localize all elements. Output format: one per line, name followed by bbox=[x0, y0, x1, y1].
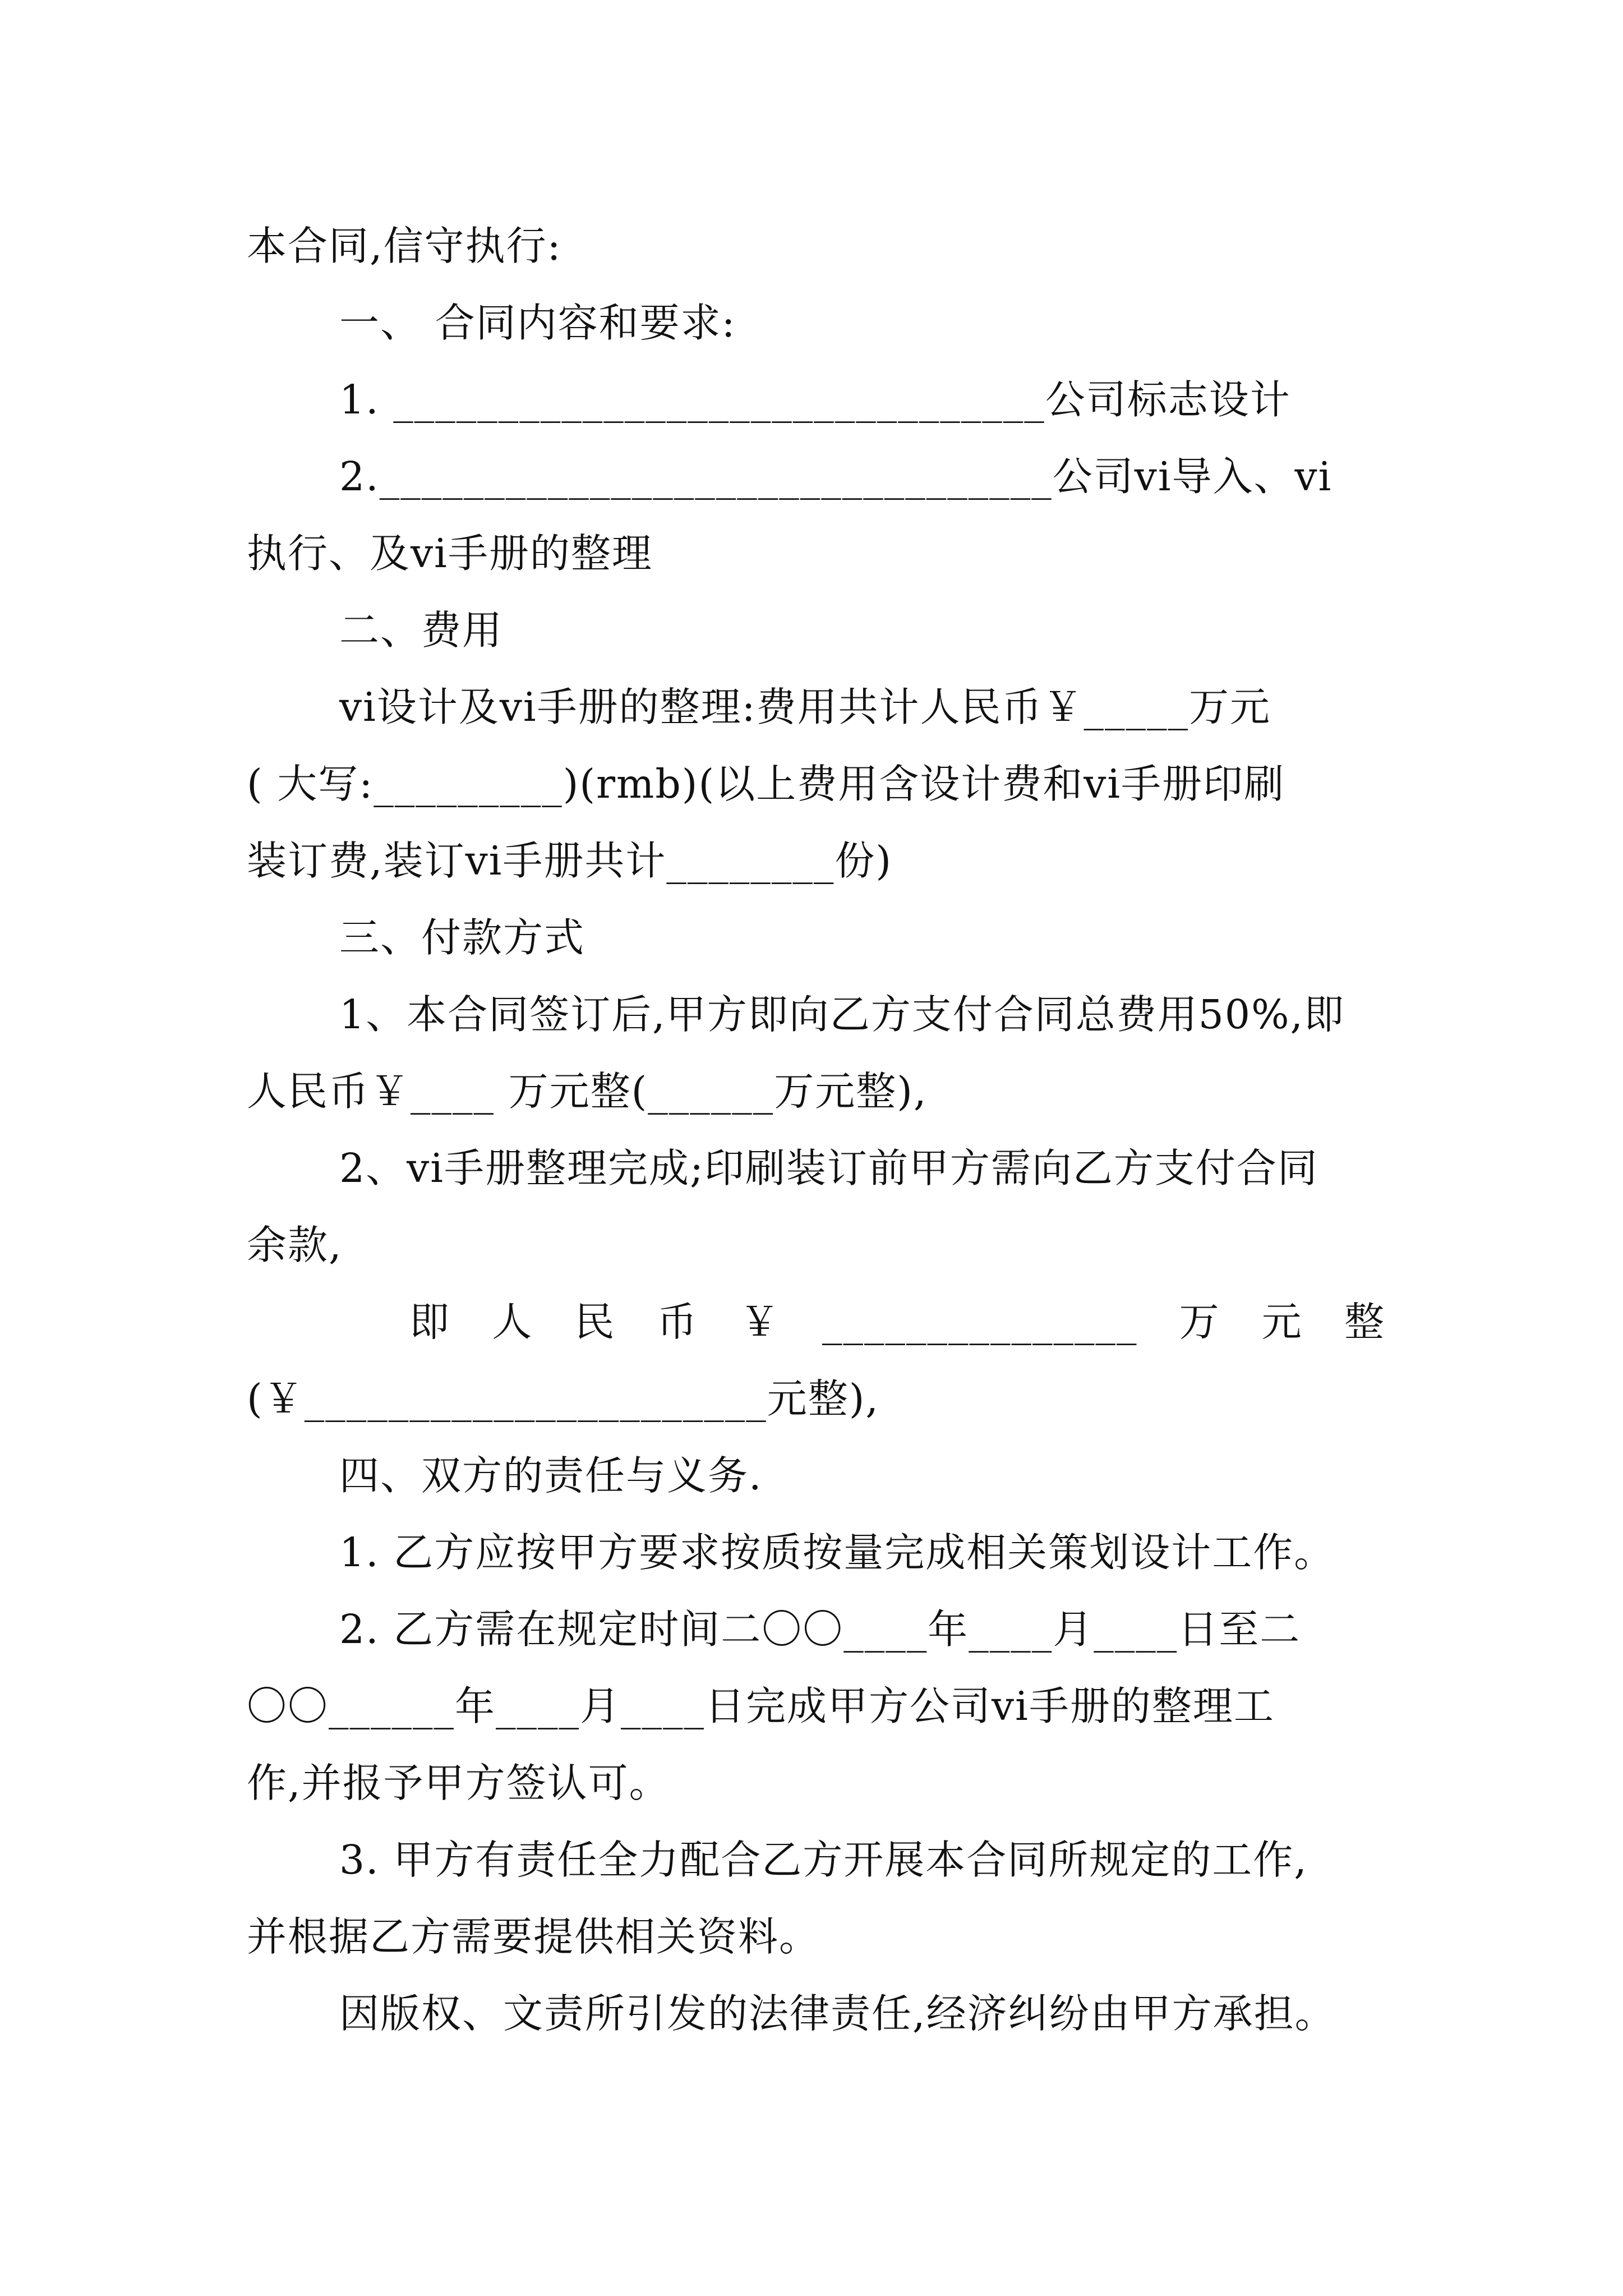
payment-amount-continued: (￥______________________元整), bbox=[247, 1375, 879, 1422]
responsibility-item-2-end: 作,并报予甲方签认可。 bbox=[247, 1760, 670, 1806]
section-heading-payment: 三、付款方式 bbox=[339, 914, 585, 961]
liability-clause: 因版权、文责所引发的法律责任,经济纠纷由甲方承担。 bbox=[339, 1990, 1336, 2037]
payment-item-2-continued: 余款, bbox=[247, 1222, 343, 1268]
fee-line-2: ( 大写:_________)(rmb)(以上费用含设计费和vi手册印刷 bbox=[247, 761, 1285, 807]
spaced-char: ￥ bbox=[739, 1299, 781, 1345]
payment-item-1-continued: 人民币￥____ 万元整(______万元整), bbox=[247, 1068, 928, 1115]
responsibility-item-3-continued: 并根据乙方需要提供相关资料。 bbox=[247, 1913, 820, 1960]
spaced-char: 人 bbox=[492, 1299, 533, 1345]
payment-item-1: 1、本合同签订后,甲方即向乙方支付合同总费用50%,即 bbox=[339, 991, 1345, 1038]
fee-line-1: vi设计及vi手册的整理:费用共计人民币￥_____万元 bbox=[339, 684, 1271, 730]
content-item-2: 2.________________________________公司vi导入、vi bbox=[339, 453, 1332, 500]
fee-line-3: 装订费,装订vi手册共计________份) bbox=[247, 838, 893, 884]
intro-line: 本合同,信守执行: bbox=[247, 223, 562, 269]
responsibility-item-3: 3. 甲方有责任全力配合乙方开展本合同所规定的工作, bbox=[339, 1837, 1308, 1883]
blank-field: _______________ bbox=[822, 1299, 1138, 1345]
responsibility-item-2: 2. 乙方需在规定时间二〇〇____年____月____日至二 bbox=[339, 1606, 1301, 1653]
responsibility-item-1: 1. 乙方应按甲方要求按质按量完成相关策划设计工作。 bbox=[339, 1529, 1335, 1576]
spaced-char: 整 bbox=[1344, 1299, 1385, 1345]
content-item-1: 1. _______________________________公司标志设计 bbox=[339, 376, 1291, 423]
payment-item-2: 2、vi手册整理完成;印刷装订前甲方需向乙方支付合同 bbox=[339, 1145, 1318, 1191]
spaced-char: 币 bbox=[657, 1299, 698, 1345]
content-item-2-continued: 执行、及vi手册的整理 bbox=[247, 530, 653, 577]
section-heading-fees: 二、费用 bbox=[339, 607, 504, 654]
spaced-char: 民 bbox=[574, 1299, 616, 1345]
section-heading-content: 一、 合同内容和要求: bbox=[339, 300, 736, 346]
responsibility-item-2-continued: 〇〇______年____月____日完成甲方公司vi手册的整理工 bbox=[247, 1683, 1275, 1729]
spaced-char: 万 bbox=[1179, 1299, 1220, 1345]
payment-amount-line bbox=[247, 1283, 1385, 1360]
contract-text bbox=[247, 208, 1385, 2052]
spaced-char: 即 bbox=[409, 1299, 451, 1345]
section-heading-responsibilities: 四、双方的责任与义务. bbox=[339, 1452, 763, 1499]
spaced-char: 元 bbox=[1261, 1299, 1303, 1345]
